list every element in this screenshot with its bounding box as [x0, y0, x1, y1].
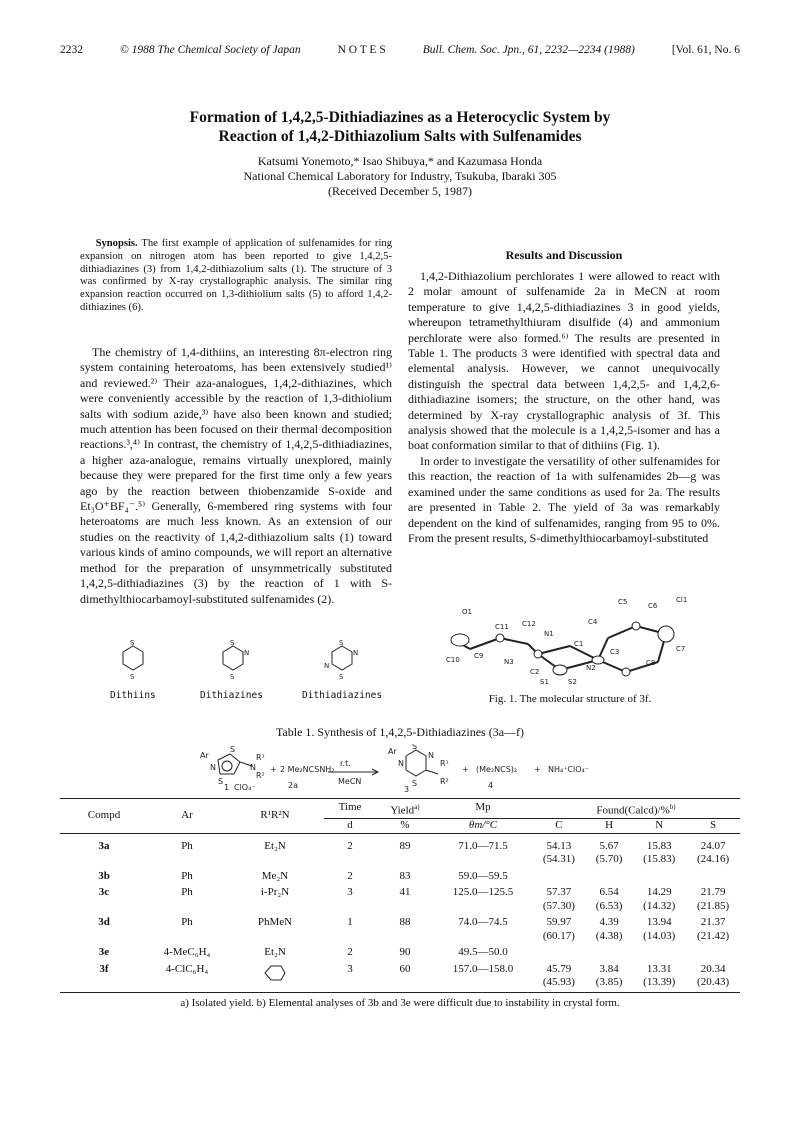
cell-amine: PhMeN [257, 916, 293, 929]
calcd-c: (60.17) [542, 929, 575, 942]
journal-citation: Bull. Chem. Soc. Jpn., 61, 2232—2234 (1988) [422, 44, 635, 56]
calcd-n: (14.32) [643, 899, 676, 912]
cell-n [632, 867, 686, 884]
cell-time: 3 [347, 886, 353, 899]
table-caption: Table 1. Synthesis of 1,4,2,5-Dithiadiazines (3a—f) [275, 725, 525, 739]
results-paragraph-2: In order to investigate the versatility of other sulfenamides for this reaction, the reaction of 1a with sulfenamides 2b—g was examined under the same conditions as used for 2a. The results are presented in Table 2. The yield of 3a was remarkably dependent on the kind of sulfenamides, ranging from 95 to 0%. From the present results, S-dimethylthiocarbamoyl-substituted [408, 453, 720, 545]
calcd-s: (21.42) [697, 929, 730, 942]
calcd-c: (45.93) [542, 976, 575, 989]
calcd-c: (54.31) [542, 853, 575, 866]
found-h: 6.54 [599, 886, 619, 899]
table-row [60, 867, 740, 884]
cell-s [686, 943, 740, 960]
figure-caption: Fig. 1. The molecular structure of 3f. [488, 693, 652, 705]
calcd-c: (57.30) [542, 899, 575, 912]
svg-text:R¹: R¹ [256, 753, 265, 762]
col-amine: R¹R²N [260, 809, 290, 822]
section-label: N O T E S [337, 44, 386, 56]
atom-C6: C6 [648, 602, 658, 610]
found-h: 3.84 [599, 962, 619, 975]
cell-c [532, 913, 586, 943]
cell-s [686, 883, 740, 913]
table-1 [60, 798, 740, 1009]
cell-ar: Ph [181, 869, 193, 882]
table-row [60, 913, 740, 943]
cell-mp: 49.5—50.0 [458, 946, 508, 959]
affiliation: National Chemical Laboratory for Industry, Tsukuba, Ibaraki 305 [243, 169, 557, 183]
atom-C10: C10 [446, 656, 460, 664]
svg-text:S: S [218, 777, 224, 786]
calcd-n: (15.83) [643, 853, 676, 866]
cell-ar: 4-ClC₆H₄ [165, 962, 209, 975]
found-c: 54.13 [546, 839, 572, 852]
svg-text:S: S [130, 673, 135, 681]
calcd-s: (24.16) [697, 853, 730, 866]
calcd-n: (13.39) [643, 976, 676, 989]
cell-amine: Et₂N [264, 839, 286, 852]
cell-ar: Ph [181, 916, 193, 929]
atom-C8: C8 [646, 659, 656, 667]
table-row [60, 883, 740, 913]
cell-ar: Ph [181, 886, 193, 899]
svg-text:S: S [230, 639, 235, 647]
cell-yield: 83 [399, 869, 411, 882]
unit-time: d [324, 819, 376, 834]
svg-text:Ar: Ar [388, 747, 397, 756]
atom-Cl1: Cl1 [676, 596, 688, 604]
cell-yield: 90 [399, 946, 411, 959]
synopsis [80, 238, 392, 315]
cell-h [586, 867, 632, 884]
calcd-s: (20.43) [697, 976, 730, 989]
found-h: 4.39 [599, 916, 619, 929]
found-c: 57.37 [546, 886, 572, 899]
svg-text:R¹: R¹ [440, 759, 449, 768]
col-found: Found(Calcd)/%$^{b)}$ [532, 799, 740, 819]
svg-text:R²: R² [440, 777, 449, 786]
cell-n [632, 960, 686, 990]
table-footnote: a) Isolated yield. b) Elemental analyses of 3b and 3e were difficult due to instability in crystal form. [180, 996, 620, 1009]
cell-mp: 71.0—71.5 [458, 839, 508, 852]
cell-c [532, 943, 586, 960]
cell-ar: Ph [181, 839, 193, 852]
found-s: 21.37 [700, 916, 726, 929]
synopsis-text: The first example of application of sulfenamides for ring expansion on nitrogen atom has been reported to give 1,4,2,5-dithiadiazines (3) from 1,4,2-dithiazolium salts (1). The structure of 3 was confirmed by X-ray crystallographic analysis. The similar ring expansion reaction occurred on 1,3-dithiolium salts (5) to afford 1,4,2-dithiazines (6). [80, 238, 392, 313]
ring-structures [80, 636, 392, 706]
svg-text:S: S [339, 639, 344, 647]
cell-compd: 3b [98, 869, 110, 882]
cell-n [632, 883, 686, 913]
introduction [80, 345, 392, 607]
cell-time: 1 [347, 916, 353, 929]
intro-paragraph: The chemistry of 1,4-dithiins, an interesting 8π-electron ring system containing heteroatoms, has been extensively studied¹⁾ and reviewed.²⁾ Their aza-analogues, 1,4,2-dithiazines, which were conveniently accessible by the reaction of 1,3-dithiolium salts with sodium azide,³⁾ have also been known and studied; much attention has been focused on their thermal decomposition reactions.³,⁴⁾ In contrast, the chemistry of 1,4,2,5-dithiadiazines, a higher aza-analogue, remains virtually unexplored, mainly because they were prepared for the first time only a few years ago by the reaction between thiobenzamide S-oxide and Et₃O⁺BF₄⁻.⁵⁾ Generally, 6-membered ring systems with four heteroatoms are much less known. As an extension of our studies on the reactivity of 1,4,2-dithiazolium salts (1) toward various kinds of amino compounds, we will report an alternative method for the preparation of unsymmetrically substituted 1,4,2,5-dithiadiazines (3) by the reaction of 1 with S-dimethylthiocarbamoyl-substituted sulfenamides (2). [80, 345, 392, 606]
col-compd: Compd [87, 809, 121, 822]
svg-text:S: S [339, 673, 344, 681]
page-number: 2232 [60, 44, 83, 56]
cell-time: 2 [347, 946, 353, 959]
svg-text:S: S [230, 673, 235, 681]
svg-text:S: S [412, 779, 418, 788]
cell-s [686, 833, 740, 867]
cell-mp: 59.0—59.5 [458, 869, 508, 882]
cell-mp: 157.0—158.0 [452, 962, 514, 975]
cell-time: 2 [347, 869, 353, 882]
cell-compd: 3a [98, 839, 110, 852]
cell-c [532, 833, 586, 867]
svg-text:Ar: Ar [200, 751, 209, 760]
cell-amine: Et₂N [264, 946, 286, 959]
col-ar: Ar [181, 809, 193, 822]
cell-h [586, 883, 632, 913]
svg-text:N: N [353, 649, 359, 657]
cell-yield: 41 [399, 886, 411, 899]
received-date: (Received December 5, 1987) [328, 184, 472, 198]
scheme-drawing [190, 744, 650, 792]
results-heading: Results and Discussion [505, 248, 623, 262]
cell-compd: 3e [98, 946, 110, 959]
cell-yield: 60 [399, 962, 411, 975]
calcd-n: (14.03) [643, 929, 676, 942]
running-header [60, 44, 740, 56]
cell-h [586, 913, 632, 943]
ring-label-dithiadiazines: Dithiadiazines [302, 690, 383, 701]
svg-text:R²: R² [256, 771, 265, 780]
atom-S2: S2 [568, 678, 577, 686]
found-n: 15.83 [646, 839, 672, 852]
found-n: 13.31 [646, 962, 672, 975]
scheme-plus-1: + [270, 765, 277, 774]
unit-mp: θm/°C [434, 819, 532, 834]
found-s: 24.07 [700, 839, 726, 852]
results-text [408, 269, 720, 546]
found-s: 21.79 [700, 886, 726, 899]
unit-yield: % [376, 819, 434, 834]
atom-S1: S1 [540, 678, 549, 686]
cell-n [632, 833, 686, 867]
calcd-s: (21.85) [697, 899, 730, 912]
atom-C7: C7 [676, 645, 686, 653]
scheme-reagent-num: 2a [288, 781, 298, 790]
ring-drawings [80, 636, 392, 686]
atom-C5: C5 [618, 598, 628, 606]
atom-N1: N1 [544, 630, 554, 638]
col-s: S [710, 819, 717, 832]
figure-drawing [440, 596, 700, 692]
atom-N2: N2 [586, 664, 596, 672]
ring-label-dithiins: Dithiins [110, 690, 156, 701]
table-row [60, 960, 740, 990]
molecular-structure-figure [440, 596, 700, 692]
scheme-conditions-bottom: MeCN [338, 777, 362, 786]
calcd-h: (4.38) [595, 929, 623, 942]
cell-mp: 74.0—74.5 [458, 916, 508, 929]
volume: [Vol. 61, No. 6 [671, 44, 740, 56]
scheme-salt: NH₄⁺ClO₄⁻ [548, 765, 589, 774]
atom-C1: C1 [574, 640, 584, 648]
atom-C9: C9 [474, 652, 484, 660]
cell-time: 3 [347, 962, 353, 975]
col-yield: Yield$^{a)}$ [390, 803, 420, 817]
svg-text:S: S [412, 744, 418, 751]
scheme-start-num: 1 [224, 783, 230, 792]
scheme-plus-2: + [462, 765, 469, 774]
table-row [60, 833, 740, 867]
found-c: 45.79 [546, 962, 572, 975]
cell-s [686, 867, 740, 884]
article-title: Formation of 1,4,2,5-Dithiadiazines as a Heterocyclic System by Reaction of 1,4,2-Dithiazolium Salts with Sulfenamides [189, 109, 611, 145]
cell-ar: 4-MeC₆H₄ [163, 946, 211, 959]
calcd-h: (6.53) [595, 899, 623, 912]
cell-c [532, 867, 586, 884]
atom-C12: C12 [522, 620, 536, 628]
author-block [60, 154, 740, 199]
cell-amine: i-Pr₂N [260, 886, 290, 899]
scheme-product-num: 3 [404, 785, 410, 792]
morpholine-ring-icon [257, 963, 293, 983]
svg-text:N: N [210, 763, 216, 772]
scheme-plus-3: + [534, 765, 541, 774]
scheme-conditions-top: r.t. [340, 759, 351, 768]
found-c: 59.97 [546, 916, 572, 929]
calcd-h: (3.85) [595, 976, 623, 989]
cell-yield: 88 [399, 916, 411, 929]
cell-compd: 3f [99, 962, 109, 975]
col-n: N [655, 819, 664, 832]
found-h: 5.67 [599, 839, 619, 852]
atom-O1: O1 [462, 608, 472, 616]
table-row [60, 943, 740, 960]
svg-text:N: N [324, 662, 330, 670]
cell-n [632, 913, 686, 943]
scheme-reagent: 2 Me₂NCSNH₂ [280, 765, 335, 774]
scheme-byproduct: (Me₂NCS)₂ [476, 765, 518, 774]
svg-text:N: N [250, 763, 256, 772]
cell-h [586, 943, 632, 960]
svg-text:N: N [398, 759, 404, 768]
svg-text:N: N [428, 751, 434, 760]
found-n: 13.94 [646, 916, 672, 929]
cell-amine-morpholino [226, 960, 324, 990]
cell-h [586, 960, 632, 990]
col-time: Time [338, 801, 362, 813]
cell-compd: 3c [98, 886, 110, 899]
svg-text:N: N [244, 649, 250, 657]
copyright: © 1988 The Chemical Society of Japan [120, 44, 301, 56]
reaction-scheme [190, 744, 650, 792]
cell-s [686, 913, 740, 943]
col-h: H [605, 819, 614, 832]
scheme-start-anion: ClO₄⁻ [234, 783, 256, 792]
cell-yield: 89 [399, 839, 411, 852]
calcd-h: (5.70) [595, 853, 623, 866]
col-mp: Mp [475, 801, 491, 813]
found-s: 20.34 [700, 962, 726, 975]
col-c: C [555, 819, 563, 832]
atom-C4: C4 [588, 618, 598, 626]
svg-text:S: S [130, 639, 135, 647]
found-n: 14.29 [646, 886, 672, 899]
cell-h [586, 833, 632, 867]
atom-C11: C11 [495, 623, 509, 631]
atom-N3: N3 [504, 658, 514, 666]
cell-c [532, 960, 586, 990]
cell-time: 2 [347, 839, 353, 852]
cell-compd: 3d [98, 916, 110, 929]
svg-text:S: S [230, 745, 236, 754]
cell-s [686, 960, 740, 990]
results-paragraph-1: 1,4,2-Dithiazolium perchlorates 1 were allowed to react with 2 molar amount of sulfenamide 2a in MeCN at room temperature to give 1,4,2,5-dithiadiazines 3 in good yields, whereupon tetramethylthiuram disulfide (4) and ammonium perchlorate were also formed.⁶⁾ The results are presented in Table 1. The products 3 were identified with spectral data and elemental analysis. However, we cannot unequivocally distinguish the spectral data between 1,4,2,5- and 1,4,2,6-dithiadiazine isomers; the structure, on the other hand, was determined by X-ray crystallographic analysis of 3f. This analysis showed that the molecule is a 1,4,2,5-isomer and has a boat conformation similar to that of dithiins (Fig. 1). [408, 269, 720, 453]
cell-amine: Me₂N [261, 869, 289, 882]
authors: Katsumi Yonemoto,* Isao Shibuya,* and Kazumasa Honda [257, 154, 543, 168]
cell-c [532, 883, 586, 913]
atom-C2: C2 [530, 668, 540, 676]
atom-C3: C3 [610, 648, 620, 656]
scheme-byproduct-num: 4 [488, 781, 494, 790]
cell-mp: 125.0—125.5 [452, 886, 514, 899]
ring-label-dithiazines: Dithiazines [200, 690, 263, 701]
cell-n [632, 943, 686, 960]
synopsis-label: Synopsis. [95, 238, 138, 249]
